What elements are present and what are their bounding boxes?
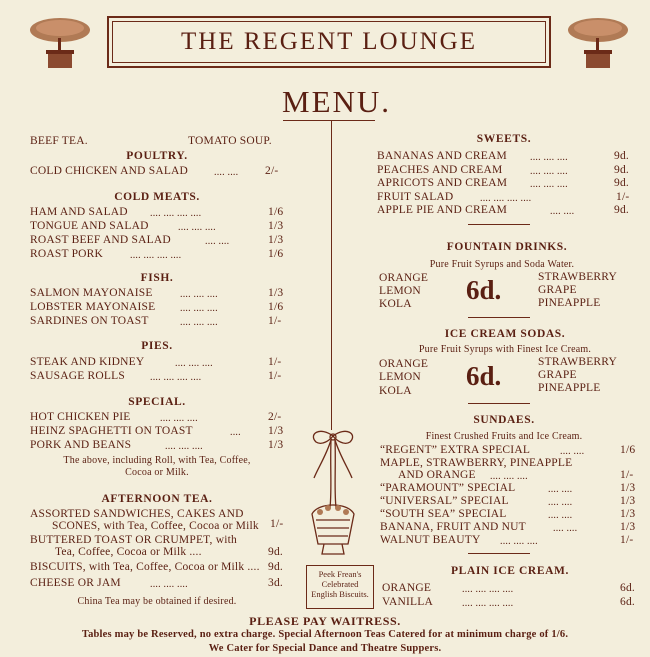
dot-leader: .... ....	[548, 484, 573, 495]
note: The above, including Roll, with Tea, Coffee,	[63, 455, 251, 466]
potted-tree-icon-left	[28, 14, 92, 70]
menu-item: PEACHES AND CREAM	[377, 164, 503, 176]
menu-item-cont: SCONES, with Tea, Coffee, Cocoa or Milk	[52, 520, 259, 532]
price: 6d.	[620, 582, 635, 594]
price: 1/3	[620, 482, 636, 494]
note: China Tea may be obtained if desired.	[77, 596, 237, 607]
menu-item: “SOUTH SEA” SPECIAL	[380, 508, 507, 520]
menu-item: SARDINES ON TOAST	[30, 315, 149, 327]
footer-line: We Cater for Special Dance and Theatre Suppers.	[208, 643, 442, 654]
menu-item: BANANA, FRUIT AND NUT	[380, 521, 526, 533]
price: 6d.	[620, 596, 635, 608]
price: 1/-	[620, 534, 634, 546]
section-heading: FOUNTAIN DRINKS.	[446, 241, 568, 253]
menu-item: BANANAS AND CREAM	[377, 150, 507, 162]
bow-basket-icon	[300, 428, 366, 560]
price: 1/6	[268, 248, 284, 260]
page-title: THE REGENT LOUNGE	[181, 28, 477, 55]
flavour: KOLA	[379, 298, 412, 310]
menu-heading: MENU.	[282, 84, 392, 119]
dot-leader: .... ....	[548, 510, 573, 521]
section-heading: SPECIAL.	[128, 396, 186, 408]
dot-leader: .... .... ....	[178, 222, 216, 233]
menu-item: SAUSAGE ROLLS	[30, 370, 125, 382]
price: 1/3	[620, 495, 636, 507]
dot-leader: .... ....	[548, 497, 573, 508]
menu-item: ORANGE	[382, 582, 432, 594]
menu-item-cont: Tea, Coffee, Cocoa or Milk ....	[55, 546, 202, 558]
dot-leader: .... .... .... ....	[130, 250, 182, 261]
dot-leader: .... .... ....	[180, 317, 218, 328]
dot-leader: .... .... .... ....	[150, 208, 202, 219]
dot-leader: .... .... ....	[150, 579, 188, 590]
peek-line: Celebrated	[321, 579, 359, 589]
menu-item: “UNIVERSAL” SPECIAL	[380, 495, 509, 507]
price: 1/3	[268, 287, 284, 299]
menu-item: BUTTERED TOAST OR CRUMPET, with	[30, 534, 237, 546]
price-6d: 6d.	[466, 361, 502, 391]
menu-item: BISCUITS, with Tea, Coffee, Cocoa or Milk ....	[30, 561, 260, 573]
footer-line: Tables may be Reserved, no extra charge. Special Afternoon Teas Catered for at minimum charge of 1/6.	[81, 629, 569, 640]
price: 1/3	[268, 220, 284, 232]
flavour: GRAPE	[538, 284, 577, 296]
price: 2/-	[268, 411, 282, 423]
dot-leader: .... .... ....	[530, 152, 568, 163]
price: 1/3	[268, 234, 284, 246]
menu-item: ROAST BEEF AND SALAD	[30, 234, 171, 246]
section-subheading: Pure Fruit Syrups and Soda Water.	[429, 259, 575, 270]
menu-item: VANILLA	[382, 596, 434, 608]
price: 9d.	[268, 561, 283, 573]
price: 1/3	[620, 521, 636, 533]
section-heading: POULTRY.	[126, 150, 188, 162]
menu-item: APPLE PIE AND CREAM	[377, 204, 507, 216]
dot-leader: .... .... ....	[500, 536, 538, 547]
menu-item: “PARAMOUNT” SPECIAL	[380, 482, 516, 494]
dot-leader: .... .... ....	[530, 166, 568, 177]
price: 1/6	[268, 206, 284, 218]
price: 9d.	[268, 546, 283, 558]
menu-item: CHEESE OR JAM	[30, 577, 121, 589]
section-heading: PIES.	[141, 340, 173, 352]
menu-item: LOBSTER MAYONAISE	[30, 301, 156, 313]
peek-frean-box	[306, 565, 374, 609]
menu-item: SALMON MAYONAISE	[30, 287, 153, 299]
menu-item: MAPLE, STRAWBERRY, PINEAPPLE	[380, 457, 573, 469]
dot-leader: .... ....	[560, 446, 585, 457]
section-subheading: Finest Crushed Fruits and Ice Cream.	[425, 431, 583, 442]
section-heading: FISH.	[140, 272, 174, 284]
footer-line: PLEASE PAY WAITRESS.	[249, 614, 401, 628]
section-heading: SWEETS.	[476, 133, 532, 145]
dot-leader: .... .... ....	[490, 471, 528, 482]
soup-item: TOMATO SOUP.	[188, 135, 272, 147]
price: 9d.	[614, 150, 629, 162]
dot-leader: .... ....	[553, 523, 578, 534]
flavour: KOLA	[379, 385, 412, 397]
dot-leader: .... .... .... ....	[480, 193, 532, 204]
flavour: STRAWBERRY	[538, 356, 618, 368]
price: 9d.	[614, 164, 629, 176]
dot-leader: .... .... ....	[160, 413, 198, 424]
flavour: PINEAPPLE	[538, 382, 601, 394]
section-heading: ICE CREAM SODAS.	[444, 328, 566, 340]
menu-item: WALNUT BEAUTY	[380, 534, 481, 546]
dot-leader: .... .... .... ....	[150, 372, 202, 383]
price: 1/3	[268, 439, 284, 451]
menu-item: HEINZ SPAGHETTI ON TOAST	[30, 425, 193, 437]
price: 1/6	[268, 301, 284, 313]
price: 1/3	[268, 425, 284, 437]
price-6d: 6d.	[466, 275, 502, 305]
dot-leader: .... .... ....	[530, 179, 568, 190]
flavour: LEMON	[379, 285, 421, 297]
flavour: PINEAPPLE	[538, 297, 601, 309]
peek-line: English Biscuits.	[311, 589, 369, 599]
price: 1/6	[620, 444, 636, 456]
soup-item: BEEF TEA.	[30, 135, 88, 147]
section-heading: COLD MEATS.	[114, 191, 200, 203]
price: 1/-	[268, 315, 282, 327]
price: 1/-	[268, 370, 282, 382]
dot-leader: .... .... .... ....	[462, 598, 514, 609]
price: 2/-	[265, 165, 279, 177]
potted-tree-icon-right	[566, 14, 630, 70]
dot-leader: .... ....	[214, 167, 239, 178]
menu-item: FRUIT SALAD	[377, 191, 454, 203]
dot-leader: ....	[230, 427, 241, 438]
price: 1/-	[270, 518, 284, 530]
menu-item: STEAK AND KIDNEY	[30, 356, 145, 368]
dot-leader: .... .... .... ....	[462, 584, 514, 595]
peek-line: Peek Frean's	[318, 569, 362, 579]
menu-item-cont: AND ORANGE	[398, 469, 476, 481]
menu-item: PORK AND BEANS	[30, 439, 132, 451]
menu-item: COLD CHICKEN AND SALAD	[30, 165, 189, 177]
price: 1/-	[616, 191, 630, 203]
dot-leader: .... ....	[550, 206, 575, 217]
dot-leader: .... .... ....	[165, 441, 203, 452]
flavour: ORANGE	[379, 358, 429, 370]
menu-item: TONGUE AND SALAD	[30, 220, 149, 232]
column-divider	[331, 120, 332, 430]
section-heading: PLAIN ICE CREAM.	[451, 565, 569, 577]
price: 3d.	[268, 577, 283, 589]
price: 1/-	[268, 356, 282, 368]
dot-leader: .... .... ....	[180, 303, 218, 314]
menu-item: “REGENT” EXTRA SPECIAL	[380, 444, 531, 456]
price: 1/-	[620, 469, 634, 481]
price: 1/3	[620, 508, 636, 520]
flavour: ORANGE	[379, 272, 429, 284]
section-heading: AFTERNOON TEA.	[101, 493, 213, 505]
flavour: GRAPE	[538, 369, 577, 381]
price: 9d.	[614, 177, 629, 189]
note: Cocoa or Milk.	[125, 467, 189, 478]
menu-item: HOT CHICKEN PIE	[30, 411, 131, 423]
menu-item: APRICOTS AND CREAM	[377, 177, 508, 189]
price: 9d.	[614, 204, 629, 216]
menu-item: ASSORTED SANDWICHES, CAKES AND	[30, 508, 244, 520]
flavour: LEMON	[379, 371, 421, 383]
menu-item: ROAST PORK	[30, 248, 104, 260]
section-heading: SUNDAES.	[473, 414, 535, 426]
menu-item: HAM AND SALAD	[30, 206, 128, 218]
dot-leader: .... ....	[205, 236, 230, 247]
dot-leader: .... .... ....	[180, 289, 218, 300]
dot-leader: .... .... ....	[175, 358, 213, 369]
section-subheading: Pure Fruit Syrups with Finest Ice Cream.	[418, 344, 592, 355]
flavour: STRAWBERRY	[538, 271, 618, 283]
title-box	[107, 16, 551, 68]
